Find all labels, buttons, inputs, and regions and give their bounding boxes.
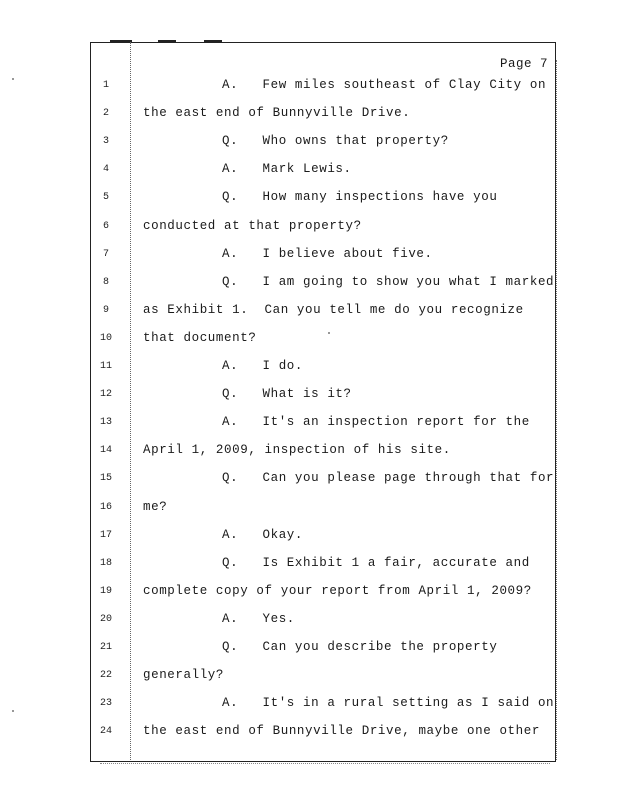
line-text: A. It's an inspection report for the: [222, 415, 530, 430]
top-edge-marks: [110, 40, 230, 43]
line-text: A. It's in a rural setting as I said on: [222, 696, 555, 711]
line-number: 16: [99, 501, 112, 513]
transcript-line: [0, 443, 618, 463]
transcript-line: [0, 331, 618, 351]
page-number: Page 7: [499, 57, 548, 71]
transcript-line: [0, 612, 618, 632]
line-text: Q. How many inspections have you: [222, 190, 498, 205]
transcript-line: [0, 668, 618, 688]
line-text: conducted at that property?: [143, 218, 362, 233]
line-text: A. I believe about five.: [222, 246, 433, 261]
line-number: 6: [102, 220, 109, 232]
line-number: 18: [99, 557, 112, 569]
line-text: Q. What is it?: [222, 387, 352, 402]
line-number: 14: [99, 445, 112, 457]
line-text: the east end of Bunnyville Drive.: [143, 106, 411, 121]
line-number: 21: [99, 642, 112, 653]
line-number: 7: [102, 248, 109, 260]
line-number: 2: [102, 108, 109, 120]
line-text: A. Yes.: [222, 611, 295, 626]
line-text: Q. I am going to show you what I marked: [222, 274, 555, 289]
transcript-line: [0, 640, 618, 660]
line-number: 23: [99, 698, 112, 710]
line-number: 12: [99, 389, 112, 401]
line-number: 11: [99, 361, 112, 372]
line-text: Q. Is Exhibit 1 a fair, accurate and: [222, 555, 530, 570]
transcript-line: [0, 471, 618, 491]
line-number: 17: [99, 529, 112, 541]
line-number: 24: [99, 726, 112, 738]
transcript-line: [0, 219, 618, 239]
bottom-edge-marks: [100, 763, 550, 770]
line-number: 20: [99, 613, 112, 625]
line-text: Q. Can you please page through that for: [222, 471, 555, 486]
transcript-line: [0, 303, 618, 323]
scan-speck: [12, 710, 14, 712]
line-text: A. Mark Lewis.: [222, 162, 352, 177]
transcript-line: [0, 415, 618, 435]
transcript-line: [0, 696, 618, 716]
transcript-line: [0, 247, 618, 267]
line-text: the east end of Bunnyville Drive, maybe one other: [143, 724, 540, 739]
line-number: 5: [102, 192, 109, 204]
line-text: Q. Who owns that property?: [222, 134, 449, 149]
transcript-line: [0, 500, 618, 520]
line-number: 10: [99, 332, 112, 344]
line-number: 13: [99, 417, 112, 429]
line-text: as Exhibit 1. Can you tell me do you recognize: [143, 302, 524, 317]
transcript-line: [0, 387, 618, 407]
transcript-line: [0, 556, 618, 576]
line-text: complete copy of your report from April 1, 2009?: [143, 583, 532, 598]
line-number: 15: [99, 473, 112, 485]
transcript-line: [0, 190, 618, 210]
scan-speck: [12, 78, 14, 80]
transcript-line: [0, 584, 618, 604]
line-number: 22: [99, 670, 112, 682]
transcript-line: [0, 162, 618, 182]
line-number: 4: [102, 164, 109, 176]
transcript-line: [0, 359, 618, 379]
transcript-line: [0, 78, 618, 98]
line-text: A. Okay.: [222, 527, 304, 542]
line-text: A. Few miles southeast of Clay City on: [222, 78, 547, 92]
transcript-line: [0, 724, 618, 744]
line-text: April 1, 2009, inspection of his site.: [143, 443, 451, 458]
line-text: generally?: [143, 668, 225, 683]
line-number: 8: [102, 276, 109, 288]
line-text: that document?: [143, 330, 257, 345]
line-number: 19: [99, 585, 112, 597]
line-text: me?: [143, 499, 168, 514]
line-text: A. I do.: [222, 359, 304, 373]
transcript-line: [0, 275, 618, 295]
transcript-line: [0, 106, 618, 126]
line-text: Q. Can you describe the property: [222, 640, 498, 654]
transcript-line: [0, 134, 618, 154]
transcript-line: [0, 528, 618, 548]
line-number: 9: [102, 304, 109, 316]
line-number: 1: [102, 80, 109, 91]
line-number: 3: [102, 136, 109, 148]
scan-speck: [328, 332, 330, 334]
